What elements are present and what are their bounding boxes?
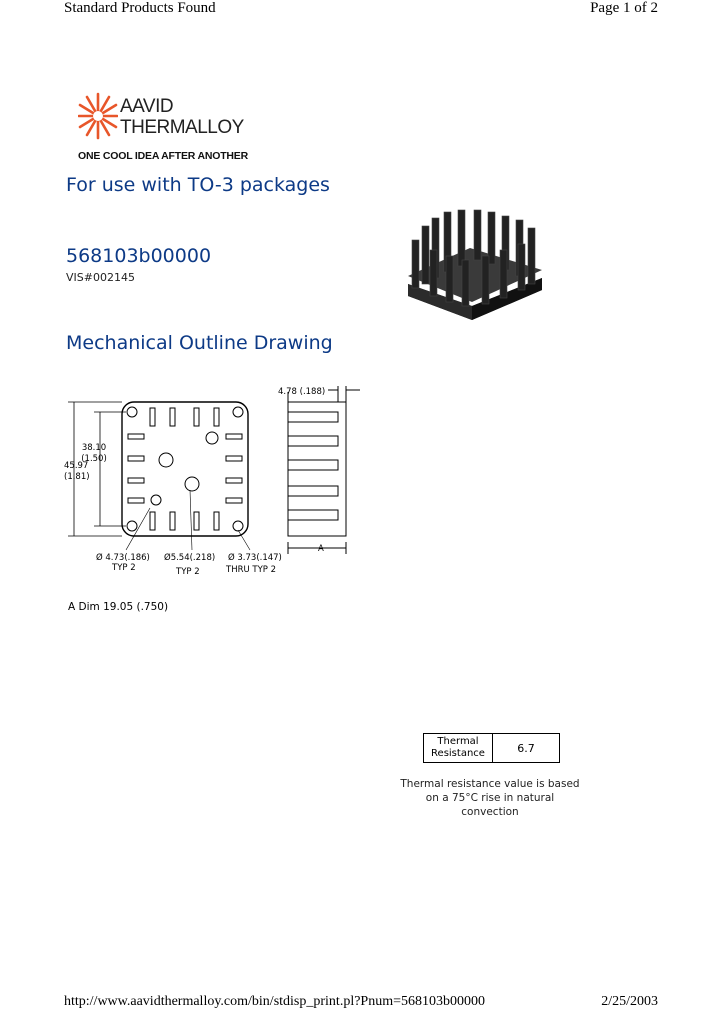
thermal-resistance-table: [423, 733, 560, 763]
hole2-note: TYP 2: [176, 567, 200, 577]
vis-number: VIS#002145: [66, 271, 135, 284]
dim-side-a: A: [318, 544, 324, 554]
thermal-note: Thermal resistance value is based on a 75°C rise in natural convection: [400, 778, 580, 818]
sunburst-logo-icon: [78, 92, 118, 140]
dim-top-right: 4.78 (.188): [278, 387, 326, 397]
hole2-dim: Ø5.54(.218): [164, 553, 216, 563]
logo-tagline: ONE COOL IDEA AFTER ANOTHER: [78, 150, 248, 162]
a-dimension-note: A Dim 19.05 (.750): [68, 601, 169, 613]
logo-brand-line2: THERMALLOY: [120, 117, 244, 138]
hole3-note: THRU TYP 2: [226, 565, 277, 575]
part-number: 568103b00000: [66, 245, 212, 267]
logo-brand-line1: AAVID: [120, 96, 174, 117]
dim-inner-in: (1.50): [81, 454, 107, 464]
aavid-logo: [78, 92, 268, 166]
hole3-dim: Ø 3.73(.147): [228, 553, 282, 563]
dim-outer-in: (1.81): [64, 472, 90, 482]
mechanical-drawing-title: Mechanical Outline Drawing: [66, 332, 333, 354]
page-header-title: Standard Products Found: [64, 0, 216, 16]
thermal-label-line2: Resistance: [431, 748, 485, 759]
heatsink-photo-icon: [400, 206, 550, 330]
page-url: http://www.aavidthermalloy.com/bin/stdisp_print.pl?Pnum=568103b00000: [64, 994, 485, 1009]
mechanical-outline-drawing: [60, 378, 380, 578]
thermal-resistance-label: [424, 734, 493, 763]
thermal-resistance-value: 6.7: [493, 734, 560, 763]
print-date: 2/25/2003: [601, 994, 658, 1009]
dim-inner-mm: 38.10: [81, 443, 107, 453]
hole1-dim: Ø 4.73(.186): [96, 553, 150, 563]
hole1-note: TYP 2: [112, 563, 136, 573]
product-subtitle: For use with TO-3 packages: [66, 174, 330, 196]
dim-outer-mm: 45.97: [64, 461, 89, 471]
thermal-label-line1: Thermal: [437, 736, 479, 747]
page-number: Page 1 of 2: [590, 0, 658, 16]
